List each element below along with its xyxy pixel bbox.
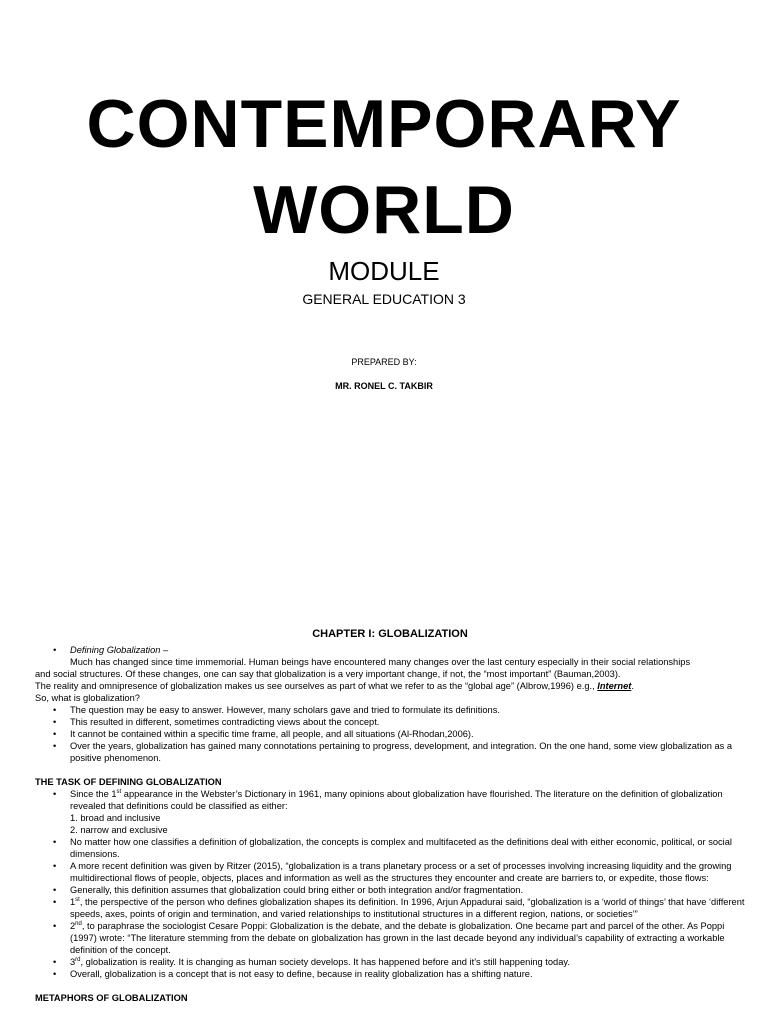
global-age-end: . (631, 681, 634, 691)
list-item: • The question may be easy to answer. However, many scholars gave and tried to formulate its definitions. (35, 704, 745, 716)
webster-sup: st (116, 788, 122, 795)
poppi-sup: nd (75, 920, 82, 927)
module-label: MODULE (328, 256, 440, 286)
defining-list (35, 644, 745, 656)
list-item: • This resulted in different, sometimes contradicting views about the concept. (35, 716, 745, 728)
task-bullets (35, 788, 745, 980)
reality-sup: rd (75, 956, 81, 963)
webster-text-post: appearance in the Webster’s Dictionary in 1961, many opinions about globalization have flourished. The literature on the definition of globalization revealed that definitions could be classified as either: (70, 789, 723, 811)
classification-item-2: 2. narrow and exclusive (70, 825, 168, 835)
definition-bullets (35, 704, 745, 764)
global-age-text: The reality and omnipresence of globalization makes us see ourselves as part of what we refer to as the “global age” (Albrow,1996) e.g., (35, 681, 595, 691)
webster-text-pre: Since the 1 (70, 789, 117, 799)
list-item: • Generally, this definition assumes that globalization could bring either or both integration and/or fragmentation. (35, 884, 745, 896)
perspective-post: , the perspective of the person who defines globalization shapes its definition. In 1996, Arjun Appadurai said, “globalization is a ‘world of things’ that have ‘different speeds, axes, points of origin and termination, and varied relationships to institutional structures in a different region, nations, or societies’” (70, 897, 745, 919)
global-age-paragraph (35, 680, 745, 692)
task-heading: THE TASK OF DEFINING GLOBALIZATION (35, 777, 222, 787)
list-item: • A more recent definition was given by Ritzer (2015), “globalization is a trans planetary process or a set of processes involving increasing liquidity and the growing multidirectional flows of people, objects, places and information as well as the structures they encounter and create are barriers to, or expedite, those flows: (35, 860, 745, 884)
course-label: GENERAL EDUCATION 3 (302, 291, 466, 307)
list-item: • No matter how one classifies a definition of globalization, the concepts is complex and multifaceted as the definitions deal with either economic, political, or social dimensions. (35, 836, 745, 860)
defining-globalization-bullet: • Defining Globalization – (35, 644, 745, 656)
author-name: MR. RONEL C. TAKBIR (335, 381, 433, 391)
title-line-1: CONTEMPORARY (86, 86, 682, 162)
reality-post: , globalization is reality. It is changing as human society develops. It has happened before and it’s still happening today. (80, 957, 570, 967)
prepared-by-label: PREPARED BY: (351, 357, 417, 367)
intro-text-cont: and social structures. Of these changes, one can say that globalization is a very important change, if not, the “most important” (Bauman,2003). (35, 669, 621, 679)
list-item: • Overall, globalization is a concept that is not easy to define, because in reality globalization has a shifting nature. (35, 968, 745, 980)
intro-paragraph (35, 656, 745, 680)
list-item: • Over the years, globalization has gained many connotations pertaining to progress, development, and integration. On the one hand, some view globalization as a positive phenomenon. (35, 740, 745, 764)
question-paragraph: So, what is globalization? (35, 693, 140, 703)
internet-link[interactable]: Internet (597, 681, 632, 691)
classification-item-1: 1. broad and inclusive (70, 813, 161, 823)
intro-text: Much has changed since time immemorial. Human beings have encountered many changes over the last century especially in their social relationships (70, 657, 691, 667)
perspective-sup: st (75, 896, 80, 903)
chapter-body (35, 626, 745, 1004)
title-line-2: WORLD (253, 172, 515, 248)
poppi-pre: 2 (70, 921, 76, 931)
chapter-heading: CHAPTER I: GLOBALIZATION (312, 628, 468, 640)
list-item (35, 896, 745, 920)
perspective-pre: 1 (70, 897, 76, 907)
list-item (35, 920, 745, 956)
metaphors-heading: METAPHORS OF GLOBALIZATION (35, 993, 188, 1003)
list-item (35, 788, 745, 836)
poppi-post: , to paraphrase the sociologist Cesare Poppi: Globalization is the debate, and the debate is globalization. One became part and parcel of the other. As Poppi (1997) wrote: “The literature stemming from the debate on globalization has grown in the last decade beyond any individual’s capability of extracting a workable definition of the concept. (70, 921, 725, 955)
list-item: • It cannot be contained within a specific time frame, all people, and all situations (Al-Rhodan,2006). (35, 728, 745, 740)
reality-pre: 3 (70, 957, 76, 967)
list-item (35, 956, 745, 968)
